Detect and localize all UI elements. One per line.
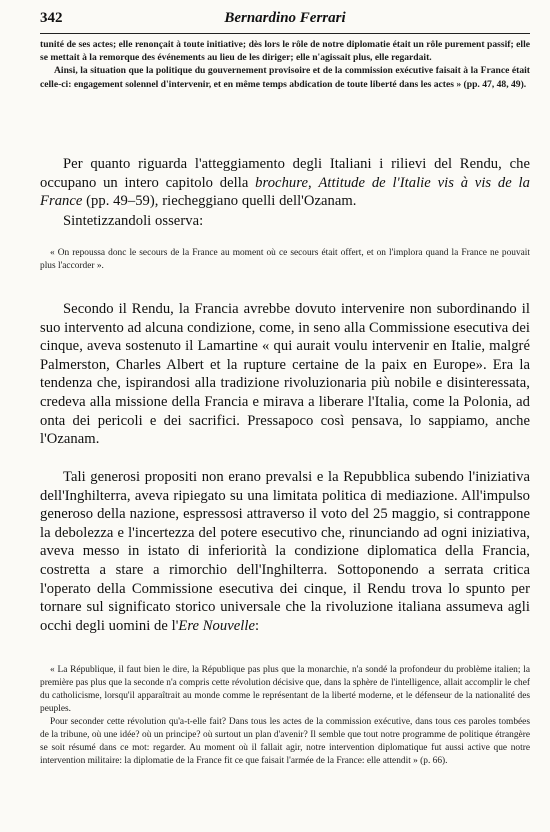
bottom-quote-block (40, 664, 530, 768)
running-title: Bernardino Ferrari (224, 10, 346, 26)
top-quote-block (40, 38, 530, 91)
page-number: 342 (40, 10, 63, 26)
running-header (40, 10, 530, 32)
paragraph-3: Secondo il Rendu, la Francia avrebbe dovuto intervenire non subordinando il suo intervento ad alcuna condizione, come, in seno alla Commissione esecutiva dei cinque, aveva sostenuto il Lamartine « qui aurait voulu intervenir en Italie, malgré Palmerston, Charles Albert et la rupture certaine de la paix en Europe». Era la tendenza che, ispirandosi alla tradizione rivoluzionaria più nobile e disinteressata, credeva alla missione della Francia e mirava a liberare l'Italia, come la Polonia, ad onta dei pericoli e dei sacrifici. Pressapoco così pensava, lo sappiamo, anche l'Ozanam. (40, 301, 530, 448)
short-quote: « On repoussa donc le secours de la France au moment où ce secours était offert, et on l'implora quand la France ne pouvait plus l'accorder ». (40, 248, 530, 271)
paragraph-1: Per quanto riguarda l'atteggiamento degli Italiani i rilievi del Rendu, che occupano un intero capitolo della brochure, Attitude de l'Italie vis à vis de la France (pp. 49–59), riecheggiano quelli dell'Ozanam. (40, 156, 530, 210)
bottom-quote-paragraph-2: Pour seconder cette révolution qu'a-t-elle fait? Dans tous les actes de la commission exécutive, dans tous ces paroles tombées de la tribune, où une idée? où un principe? où surtout un plan d'avenir? Il semble que tout notre programme de politique étrangère se soit résumé dans ce mot: regarder. Au moment où il fallait agir, notre intervention diplomatique fut aussi active que notre intervention militaire: la diplomatie de la France fit ce que faisait l'armée de la France: elle attendit » (p. 66). (40, 717, 530, 766)
journal-title: Ere Nouvelle (178, 617, 256, 634)
brochure-term: brochure (255, 174, 308, 191)
header-rule (40, 33, 530, 34)
bottom-quote-paragraph-1: « La République, il faut bien le dire, la République pas plus que la monarchie, n'a sondé la profondeur du problème italien; la première pas plus que la seconde n'a compris cette révolution décisive que, dans la sphère de l'intelligence, allait accomplir le chef du catholicisme, lorsqu'il apparaîtrait au monde comme le représentant de la liberté moderne, et le défenseur de la nationalité des peuples. (40, 665, 530, 714)
top-quote-paragraph-1: tunité de ses actes; elle renonçait à toute initiative; dès lors le rôle de notre diplomatie était un rôle purement passif; elle se mettait à la remorque des événements au lieu de les diriger; elle n'agissait plus, elle regardait. (40, 39, 530, 64)
paragraph-2: Sintetizzandoli osserva: (63, 213, 204, 229)
top-quote-paragraph-2: Ainsi, la situation que la politique du gouvernement provisoire et de la commission exécutive faisait à la France était celle-ci: engagement solennel d'intervenir, et en même temps abdication de toute liberté dans les actes » (pp. 47, 48, 49). (40, 65, 530, 90)
brochure-title: Attitude de l'Italie vis à vis de la France (40, 174, 530, 210)
paragraph-4: Tali generosi propositi non erano prevalsi e la Repubblica subendo l'iniziativa dell'Inghilterra, aveva ripiegato su una limitata politica di mediazione. All'impulso generoso della nazione, espressosi attraverso il voto del 25 maggio, si contrappone la debolezza e l'incertezza del potere esecutivo che, rinunciando ad ogni iniziativa, aveva messo in istato di inferiorità la condizione diplomatica della Francia, costretta a stare a rimorchio dell'Inghilterra. Sottoponendo a serrata critica l'operato della Commissione esecutiva dei cinque, il Rendu trova lo spunto per tornare sul significato storico universale che la rivoluzione italiana assumeva agli occhi degli uomini de l'Ere Nouvelle: (40, 469, 530, 634)
